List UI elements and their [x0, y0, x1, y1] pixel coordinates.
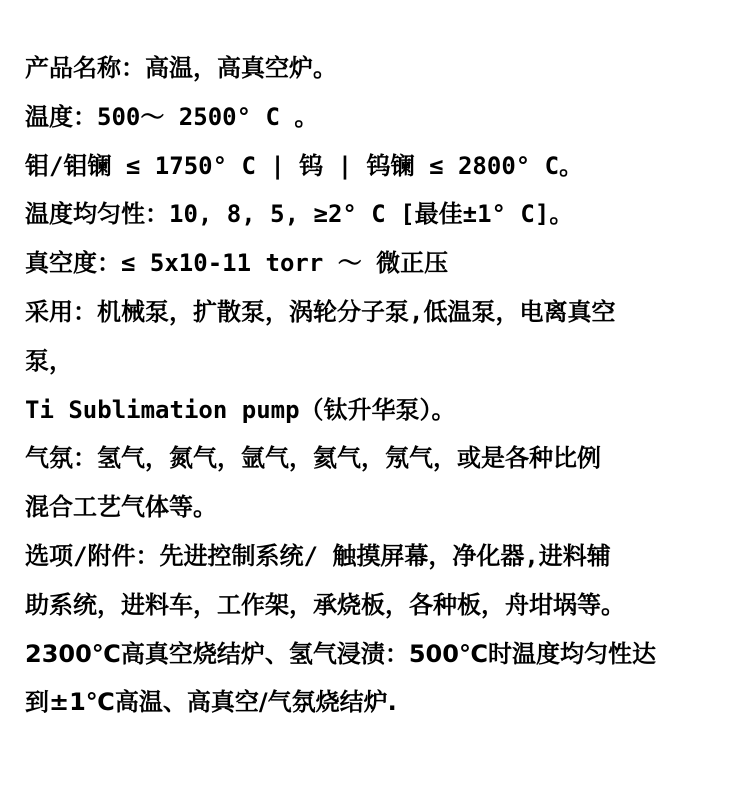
text-line-product-name: 产品名称：高温，高真空炉。 — [25, 54, 337, 82]
text-line-vacuum: 真空度：≤ 5x10-11 torr ～ 微正压 — [25, 249, 449, 278]
text-line-materials: 钼/钼镧 ≤ 1750° C | 钨 | 钨镧 ≤ 2800° C。 — [25, 151, 584, 180]
document-body — [25, 44, 735, 727]
text-line-atmosphere-cont: 混合工艺气体等。 — [25, 493, 217, 522]
text-line-pumps-cont: 泵， — [25, 346, 73, 375]
text-line-ti-pump: Ti Sublimation pump（钛升华泵）。 — [25, 395, 456, 424]
text-line-pumps: 采用：机械泵，扩散泵，涡轮分子泵,低温泵，电离真空 — [25, 297, 616, 326]
text-line-atmosphere: 气氛：氢气，氮气，氩气，氦气，氖气，或是各种比例 — [25, 444, 601, 473]
text-line-options: 选项/附件：先进控制系统/ 触摸屏幕，净化器,进料辅 — [25, 541, 611, 570]
text-line-furnace-summary-cont: 到±1℃高温、高真空/气氛烧结炉. — [25, 688, 397, 717]
text-line-uniformity: 温度均匀性：10, 8, 5, ≥2° C [最佳±1° C]。 — [25, 200, 574, 229]
text-line-furnace-summary: 2300℃高真空烧结炉、氢气浸渍：500℃时温度均匀性达 — [25, 639, 657, 668]
text-line-options-cont: 助系统，进料车，工作架，承烧板，各种板，舟坩埚等。 — [25, 590, 625, 619]
text-line-temperature: 温度：500～ 2500° C 。 — [25, 102, 319, 131]
